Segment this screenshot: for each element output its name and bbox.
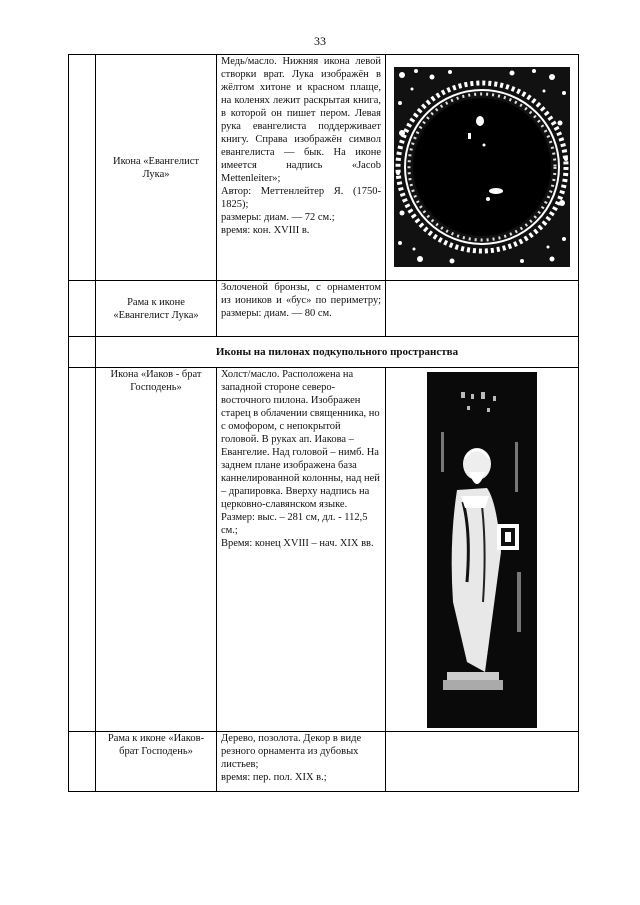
- row-number-cell: [69, 368, 96, 732]
- section-title: Иконы на пилонах подкупольного пространства: [215, 346, 459, 358]
- table-row: [69, 732, 579, 792]
- description-cell: [217, 368, 386, 732]
- description-line: Золоченой бронзы, с орнаментом из иоников и «бус» по периметру; размеры: диам. — 80 см.: [221, 282, 381, 319]
- image-cell: [386, 732, 579, 792]
- description-cell: [217, 281, 386, 337]
- table-row: [69, 55, 579, 281]
- description-line: Время: конец XVIII – нач. XIX вв.: [221, 538, 374, 549]
- description-line: Размер: выс. – 281 см, дл. - 112,5 см.;: [221, 512, 368, 536]
- image-cell: [386, 368, 579, 732]
- item-name: Икона «Иаков - брат Господень»: [110, 369, 202, 393]
- description-line: Автор: Меттенлейтер Я. (1750-1825);: [221, 186, 381, 210]
- description-cell: [217, 55, 386, 281]
- description-cell: [217, 732, 386, 792]
- section-row: [69, 337, 579, 368]
- standing-icon-photo: [427, 372, 537, 728]
- page-number: 33: [314, 34, 326, 48]
- description-line: время: пер. пол. XIX в.;: [221, 772, 327, 783]
- row-number-cell: [69, 732, 96, 792]
- description-line: Холст/масло. Расположена на западной стороне северо-восточного пилона. Изображен старец в облачении священника, но с омофором, с непокрытой головой. В руках ап. Иакова – Евангелие. Над головой – нимб. На заднем плане изображена база каннелированной колонны, над ней – драпировка. Вверху надпись на церковно-славянском языке.: [221, 369, 380, 510]
- name-cell: [96, 368, 217, 732]
- description-line: размеры: диам. — 72 см.;: [221, 212, 335, 223]
- row-number-cell: [69, 55, 96, 281]
- item-description: [217, 55, 385, 237]
- description-line: время: кон. XVIII в.: [221, 225, 310, 236]
- name-cell: [96, 732, 217, 792]
- section-title-cell: [96, 337, 579, 368]
- item-description: [217, 368, 385, 550]
- table-row: [69, 281, 579, 337]
- item-name: Рама к иконе «Евангелист Лука»: [113, 296, 199, 321]
- image-cell: [386, 55, 579, 281]
- table-row: [69, 368, 579, 732]
- round-icon-photo: [392, 63, 572, 273]
- inventory-table: [68, 54, 579, 792]
- image-cell: [386, 281, 579, 337]
- row-number-cell: [69, 281, 96, 337]
- name-cell: [96, 281, 217, 337]
- item-description: [217, 732, 385, 784]
- item-description: [217, 281, 385, 320]
- name-cell: [96, 55, 217, 281]
- description-line: Дерево, позолота. Декор в виде резного орнамента из дубовых листьев;: [221, 733, 362, 770]
- row-number-cell: [69, 337, 96, 368]
- description-line: Медь/масло. Нижняя икона левой створки врат. Лука изображён в жёлтом хитоне и красном плаще, на коленях лежит раскрытая книга, в которой он пишет пером. Левая рука евангелиста поддерживает книгу. Справа изображён символ евангелиста — бык. На иконе имеется надпись «Jacob Mettenleiter»;: [221, 56, 381, 184]
- item-name: Икона «Евангелист Лука»: [112, 155, 199, 180]
- item-name: Рама к иконе «Иаков-брат Господень»: [107, 733, 205, 757]
